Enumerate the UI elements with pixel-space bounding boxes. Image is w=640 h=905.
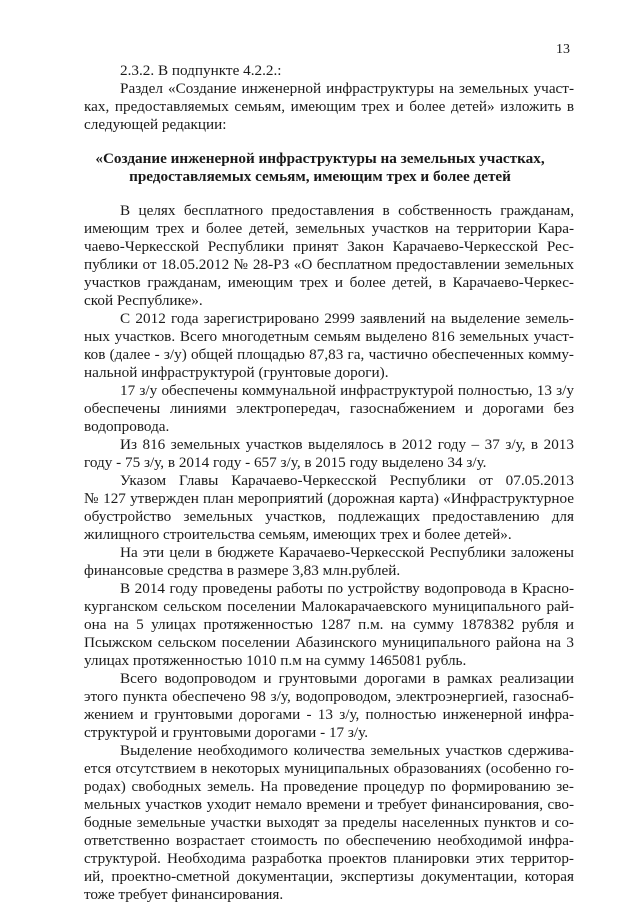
text-line: финансовые средства в размере 3,83 млн.рублей. xyxy=(84,562,401,579)
text-line: 17 з/у обеспечены коммунальной инфраструктурой полностью, 13 з/у xyxy=(120,382,574,399)
text-line: она на 5 улицах протяженностью 1287 п.м. на сумму 1878382 рубля и xyxy=(84,616,574,633)
text-line: 2.3.2. В подпункте 4.2.2.: xyxy=(120,62,282,79)
text-line: жением и грунтовыми дорогами - 13 з/у, полностью инженерной инфра- xyxy=(84,706,574,723)
text-line: Указом Главы Карачаево-Черкесской Республики от 07.05.2013 xyxy=(120,472,574,489)
text-line: ных участков. Всего многодетным семьям выделено 816 земельных участ- xyxy=(84,328,574,345)
text-line: Из 816 земельных участков выделялось в 2012 году – 37 з/у, в 2013 xyxy=(120,436,574,453)
text-line: ий, проектно-сметной документации, экспертизы документации, которая xyxy=(84,868,574,885)
text-line: этого пункта обеспечено 98 з/у, водопроводом, электроэнергией, газоснаб- xyxy=(84,688,574,705)
section-heading: предоставляемых семьям, имеющим трех и более детей xyxy=(129,168,511,185)
text-line: ской Республике». xyxy=(84,292,203,309)
text-line: ется отсутствием в некоторых муниципальных образованиях (особенно го- xyxy=(84,760,574,777)
text-line: имеющим трех и более детей, земельных участков на территории Кара- xyxy=(84,220,574,237)
text-line: улицах протяженностью 1010 п.м на сумму 1465081 рубль. xyxy=(84,652,467,669)
text-line: публики от 18.05.2012 № 28-РЗ «О бесплатном предоставлении земельных xyxy=(84,256,574,273)
text-line: обустройство земельных участков, подлежащих предоставлению для xyxy=(84,508,574,525)
page-number: 13 xyxy=(556,42,570,57)
text-line: участков гражданам, имеющим трех и более детей, в Карачаево-Черкес- xyxy=(84,274,574,291)
text-line: следующей редакции: xyxy=(84,116,227,133)
text-line: Выделение необходимого количества земельных участков сдержива- xyxy=(120,742,574,759)
text-line: жилищного строительства семьям, имеющих трех и более детей». xyxy=(84,526,512,543)
text-line: ках, предоставляемых семьям, имеющим трех и более детей» изложить в xyxy=(84,98,574,115)
text-line: Всего водопроводом и грунтовыми дорогами в рамках реализации xyxy=(120,670,574,687)
text-line: Раздел «Создание инженерной инфраструктуры на земельных участ- xyxy=(120,80,574,97)
text-line: Псыжском сельском поселении Абазинского муниципального района на 3 xyxy=(84,634,574,651)
text-line: структурой и грунтовыми дорогами - 17 з/у. xyxy=(84,724,369,741)
text-line: обеспечены линиями электропередач, газоснабжением и дорогами без xyxy=(84,400,574,417)
text-line: структурой. Необходима разработка проектов планировки этих территор- xyxy=(84,850,574,867)
text-line: № 127 утвержден план мероприятий (дорожная карта) «Инфраструктурное xyxy=(84,490,574,507)
text-line: нальной инфраструктурой (грунтовые дороги). xyxy=(84,364,389,381)
text-line: тоже требует финансирования. xyxy=(84,886,284,903)
text-line: В целях бесплатного предоставления в собственность гражданам, xyxy=(120,202,574,219)
text-line: На эти цели в бюджете Карачаево-Черкесской Республики заложены xyxy=(120,544,574,561)
text-line: ответственно возрастает стоимость по обеспечению необходимой инфра- xyxy=(84,832,574,849)
text-line: водопровода. xyxy=(84,418,170,435)
section-heading: «Создание инженерной инфраструктуры на земельных участках, xyxy=(95,150,545,167)
text-line: мельных участков уходит немало времени и требует финансирования, сво- xyxy=(84,796,574,813)
text-line: родах) свободных земель. На проведение процедур по формированию зе- xyxy=(84,778,574,795)
text-line: бодные земельные участки выходят за пределы населенных пунктов и со- xyxy=(84,814,574,831)
text-line: В 2014 году проведены работы по устройству водопровода в Красно- xyxy=(120,580,574,597)
text-line: курганском сельском поселении Малокарачаевского муниципального рай- xyxy=(84,598,574,615)
text-line: чаево-Черкесской Республики принят Закон Карачаево-Черкесской Рес- xyxy=(84,238,574,255)
text-line: С 2012 года зарегистрировано 2999 заявлений на выделение земель- xyxy=(120,310,574,327)
text-line: году - 75 з/у, в 2014 году - 657 з/у, в 2015 году выделено 34 з/у. xyxy=(84,454,487,471)
text-line: ков (далее - з/у) общей площадью 87,83 га, частично обеспеченных комму- xyxy=(84,346,574,363)
